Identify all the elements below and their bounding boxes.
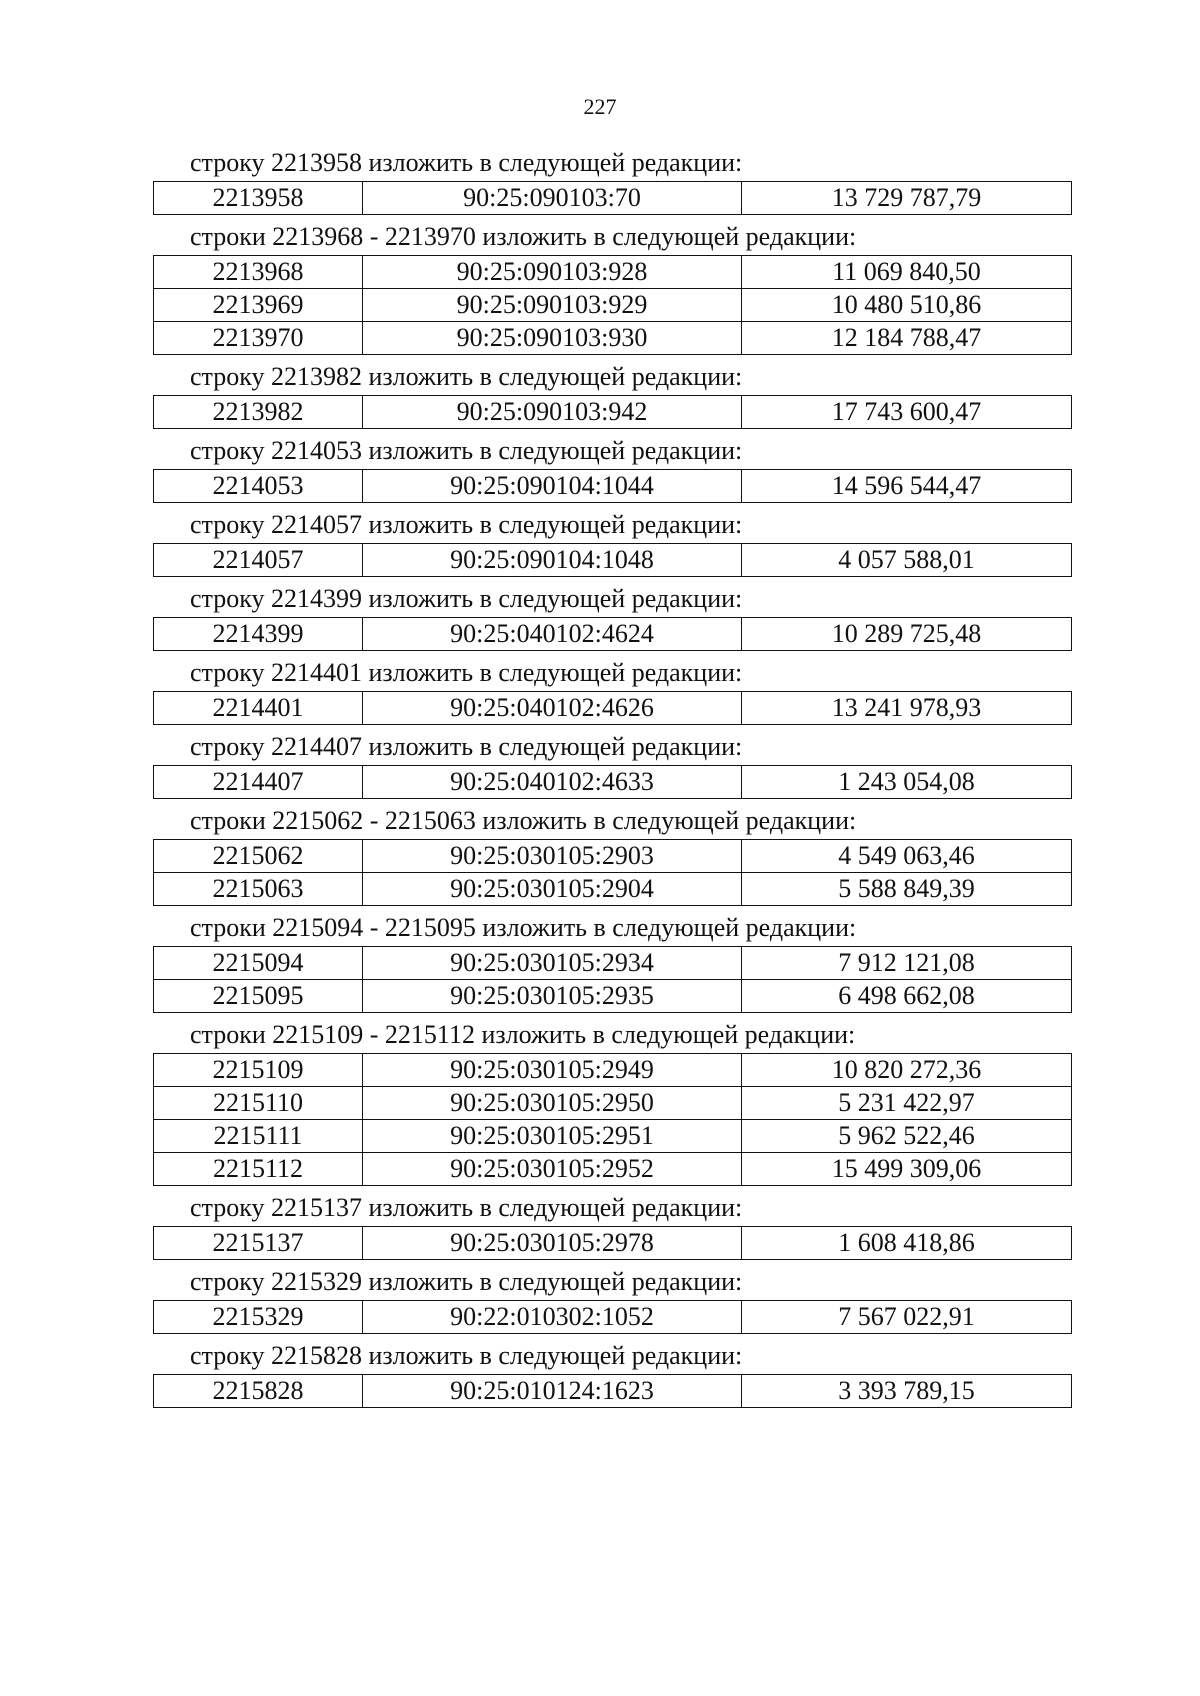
row-number-cell: 2214407 [154, 766, 363, 799]
value-cell: 6 498 662,08 [742, 980, 1072, 1013]
cadastral-number-cell: 90:25:090103:942 [363, 396, 742, 429]
value-cell: 7 567 022,91 [742, 1301, 1072, 1334]
amendment-caption: строку 2214401 изложить в следующей редакции: [190, 658, 743, 687]
table-row [154, 1054, 1072, 1087]
amendment-section [0, 658, 1200, 725]
row-number-cell: 2215110 [154, 1087, 363, 1120]
cadastral-number-cell: 90:25:040102:4624 [363, 618, 742, 651]
row-number-cell: 2214401 [154, 692, 363, 725]
row-number-cell: 2215063 [154, 873, 363, 906]
cadastral-number-cell: 90:25:090104:1044 [363, 470, 742, 503]
cadastral-number-cell: 90:22:010302:1052 [363, 1301, 742, 1334]
cadastral-number-cell: 90:25:030105:2934 [363, 947, 742, 980]
table-row [154, 980, 1072, 1013]
amendment-table [153, 1374, 1072, 1408]
value-cell: 5 588 849,39 [742, 873, 1072, 906]
table-row [154, 873, 1072, 906]
table-row [154, 182, 1072, 215]
amendment-table [153, 255, 1072, 355]
amendment-section [0, 510, 1200, 577]
value-cell: 5 962 522,46 [742, 1120, 1072, 1153]
cadastral-number-cell: 90:25:090103:929 [363, 289, 742, 322]
amendment-caption: строку 2214057 изложить в следующей редакции: [190, 510, 743, 539]
row-number-cell: 2215137 [154, 1227, 363, 1260]
row-number-cell: 2213958 [154, 182, 363, 215]
cadastral-number-cell: 90:25:030105:2903 [363, 840, 742, 873]
amendment-caption: строку 2215137 изложить в следующей редакции: [190, 1193, 743, 1222]
amendment-table [153, 1300, 1072, 1334]
amendment-caption: строки 2213968 - 2213970 изложить в следующей редакции: [190, 222, 857, 251]
amendment-caption: строку 2214407 изложить в следующей редакции: [190, 732, 743, 761]
table-row [154, 470, 1072, 503]
table-row [154, 947, 1072, 980]
row-number-cell: 2215109 [154, 1054, 363, 1087]
value-cell: 13 241 978,93 [742, 692, 1072, 725]
cadastral-number-cell: 90:25:040102:4626 [363, 692, 742, 725]
table-row [154, 396, 1072, 429]
value-cell: 1 608 418,86 [742, 1227, 1072, 1260]
table-row [154, 1227, 1072, 1260]
amendment-section [0, 148, 1200, 215]
amendment-section [0, 1193, 1200, 1260]
amendment-table [153, 469, 1072, 503]
amendment-table [153, 1226, 1072, 1260]
row-number-cell: 2215828 [154, 1375, 363, 1408]
row-number-cell: 2215095 [154, 980, 363, 1013]
amendment-table [153, 181, 1072, 215]
row-number-cell: 2213982 [154, 396, 363, 429]
value-cell: 5 231 422,97 [742, 1087, 1072, 1120]
row-number-cell: 2215112 [154, 1153, 363, 1186]
amendment-list [0, 148, 1200, 1415]
value-cell: 4 549 063,46 [742, 840, 1072, 873]
value-cell: 15 499 309,06 [742, 1153, 1072, 1186]
amendment-section [0, 1020, 1200, 1186]
value-cell: 14 596 544,47 [742, 470, 1072, 503]
amendment-caption: строку 2215828 изложить в следующей редакции: [190, 1341, 743, 1370]
amendment-section [0, 806, 1200, 906]
table-row [154, 322, 1072, 355]
table-row [154, 840, 1072, 873]
cadastral-number-cell: 90:25:030105:2950 [363, 1087, 742, 1120]
cadastral-number-cell: 90:25:040102:4633 [363, 766, 742, 799]
amendment-caption: строки 2215094 - 2215095 изложить в следующей редакции: [190, 913, 857, 942]
amendment-caption: строку 2215329 изложить в следующей редакции: [190, 1267, 743, 1296]
cadastral-number-cell: 90:25:030105:2904 [363, 873, 742, 906]
page-number: 227 [583, 94, 617, 119]
amendment-table [153, 765, 1072, 799]
row-number-cell: 2213970 [154, 322, 363, 355]
table-row [154, 256, 1072, 289]
amendment-table [153, 691, 1072, 725]
value-cell: 13 729 787,79 [742, 182, 1072, 215]
amendment-caption: строку 2213958 изложить в следующей редакции: [190, 148, 743, 177]
table-row [154, 289, 1072, 322]
value-cell: 7 912 121,08 [742, 947, 1072, 980]
amendment-section [0, 222, 1200, 355]
row-number-cell: 2215094 [154, 947, 363, 980]
amendment-section [0, 436, 1200, 503]
amendment-section [0, 913, 1200, 1013]
amendment-table [153, 543, 1072, 577]
cadastral-number-cell: 90:25:010124:1623 [363, 1375, 742, 1408]
amendment-caption: строки 2215062 - 2215063 изложить в следующей редакции: [190, 806, 857, 835]
amendment-caption: строку 2213982 изложить в следующей редакции: [190, 362, 743, 391]
table-row [154, 1120, 1072, 1153]
row-number-cell: 2215062 [154, 840, 363, 873]
value-cell: 1 243 054,08 [742, 766, 1072, 799]
cadastral-number-cell: 90:25:030105:2978 [363, 1227, 742, 1260]
amendment-caption: строку 2214053 изложить в следующей редакции: [190, 436, 743, 465]
amendment-section [0, 1267, 1200, 1334]
value-cell: 11 069 840,50 [742, 256, 1072, 289]
row-number-cell: 2213969 [154, 289, 363, 322]
amendment-caption: строки 2215109 - 2215112 изложить в следующей редакции: [190, 1020, 856, 1049]
value-cell: 17 743 600,47 [742, 396, 1072, 429]
cadastral-number-cell: 90:25:090103:70 [363, 182, 742, 215]
amendment-table [153, 839, 1072, 906]
amendment-section [0, 1341, 1200, 1408]
amendment-section [0, 732, 1200, 799]
amendment-section [0, 584, 1200, 651]
table-row [154, 1301, 1072, 1334]
value-cell: 4 057 588,01 [742, 544, 1072, 577]
row-number-cell: 2214053 [154, 470, 363, 503]
cadastral-number-cell: 90:25:030105:2949 [363, 1054, 742, 1087]
table-row [154, 1153, 1072, 1186]
row-number-cell: 2214399 [154, 618, 363, 651]
cadastral-number-cell: 90:25:030105:2952 [363, 1153, 742, 1186]
value-cell: 10 820 272,36 [742, 1054, 1072, 1087]
table-row [154, 692, 1072, 725]
cadastral-number-cell: 90:25:090103:930 [363, 322, 742, 355]
amendment-table [153, 395, 1072, 429]
amendment-table [153, 1053, 1072, 1186]
value-cell: 10 289 725,48 [742, 618, 1072, 651]
cadastral-number-cell: 90:25:090104:1048 [363, 544, 742, 577]
value-cell: 3 393 789,15 [742, 1375, 1072, 1408]
amendment-caption: строку 2214399 изложить в следующей редакции: [190, 584, 743, 613]
cadastral-number-cell: 90:25:030105:2951 [363, 1120, 742, 1153]
row-number-cell: 2215111 [154, 1120, 363, 1153]
row-number-cell: 2213968 [154, 256, 363, 289]
table-row [154, 544, 1072, 577]
value-cell: 10 480 510,86 [742, 289, 1072, 322]
row-number-cell: 2215329 [154, 1301, 363, 1334]
value-cell: 12 184 788,47 [742, 322, 1072, 355]
table-row [154, 618, 1072, 651]
table-row [154, 766, 1072, 799]
amendment-section [0, 362, 1200, 429]
amendment-table [153, 946, 1072, 1013]
cadastral-number-cell: 90:25:090103:928 [363, 256, 742, 289]
amendment-table [153, 617, 1072, 651]
table-row [154, 1375, 1072, 1408]
row-number-cell: 2214057 [154, 544, 363, 577]
table-row [154, 1087, 1072, 1120]
cadastral-number-cell: 90:25:030105:2935 [363, 980, 742, 1013]
